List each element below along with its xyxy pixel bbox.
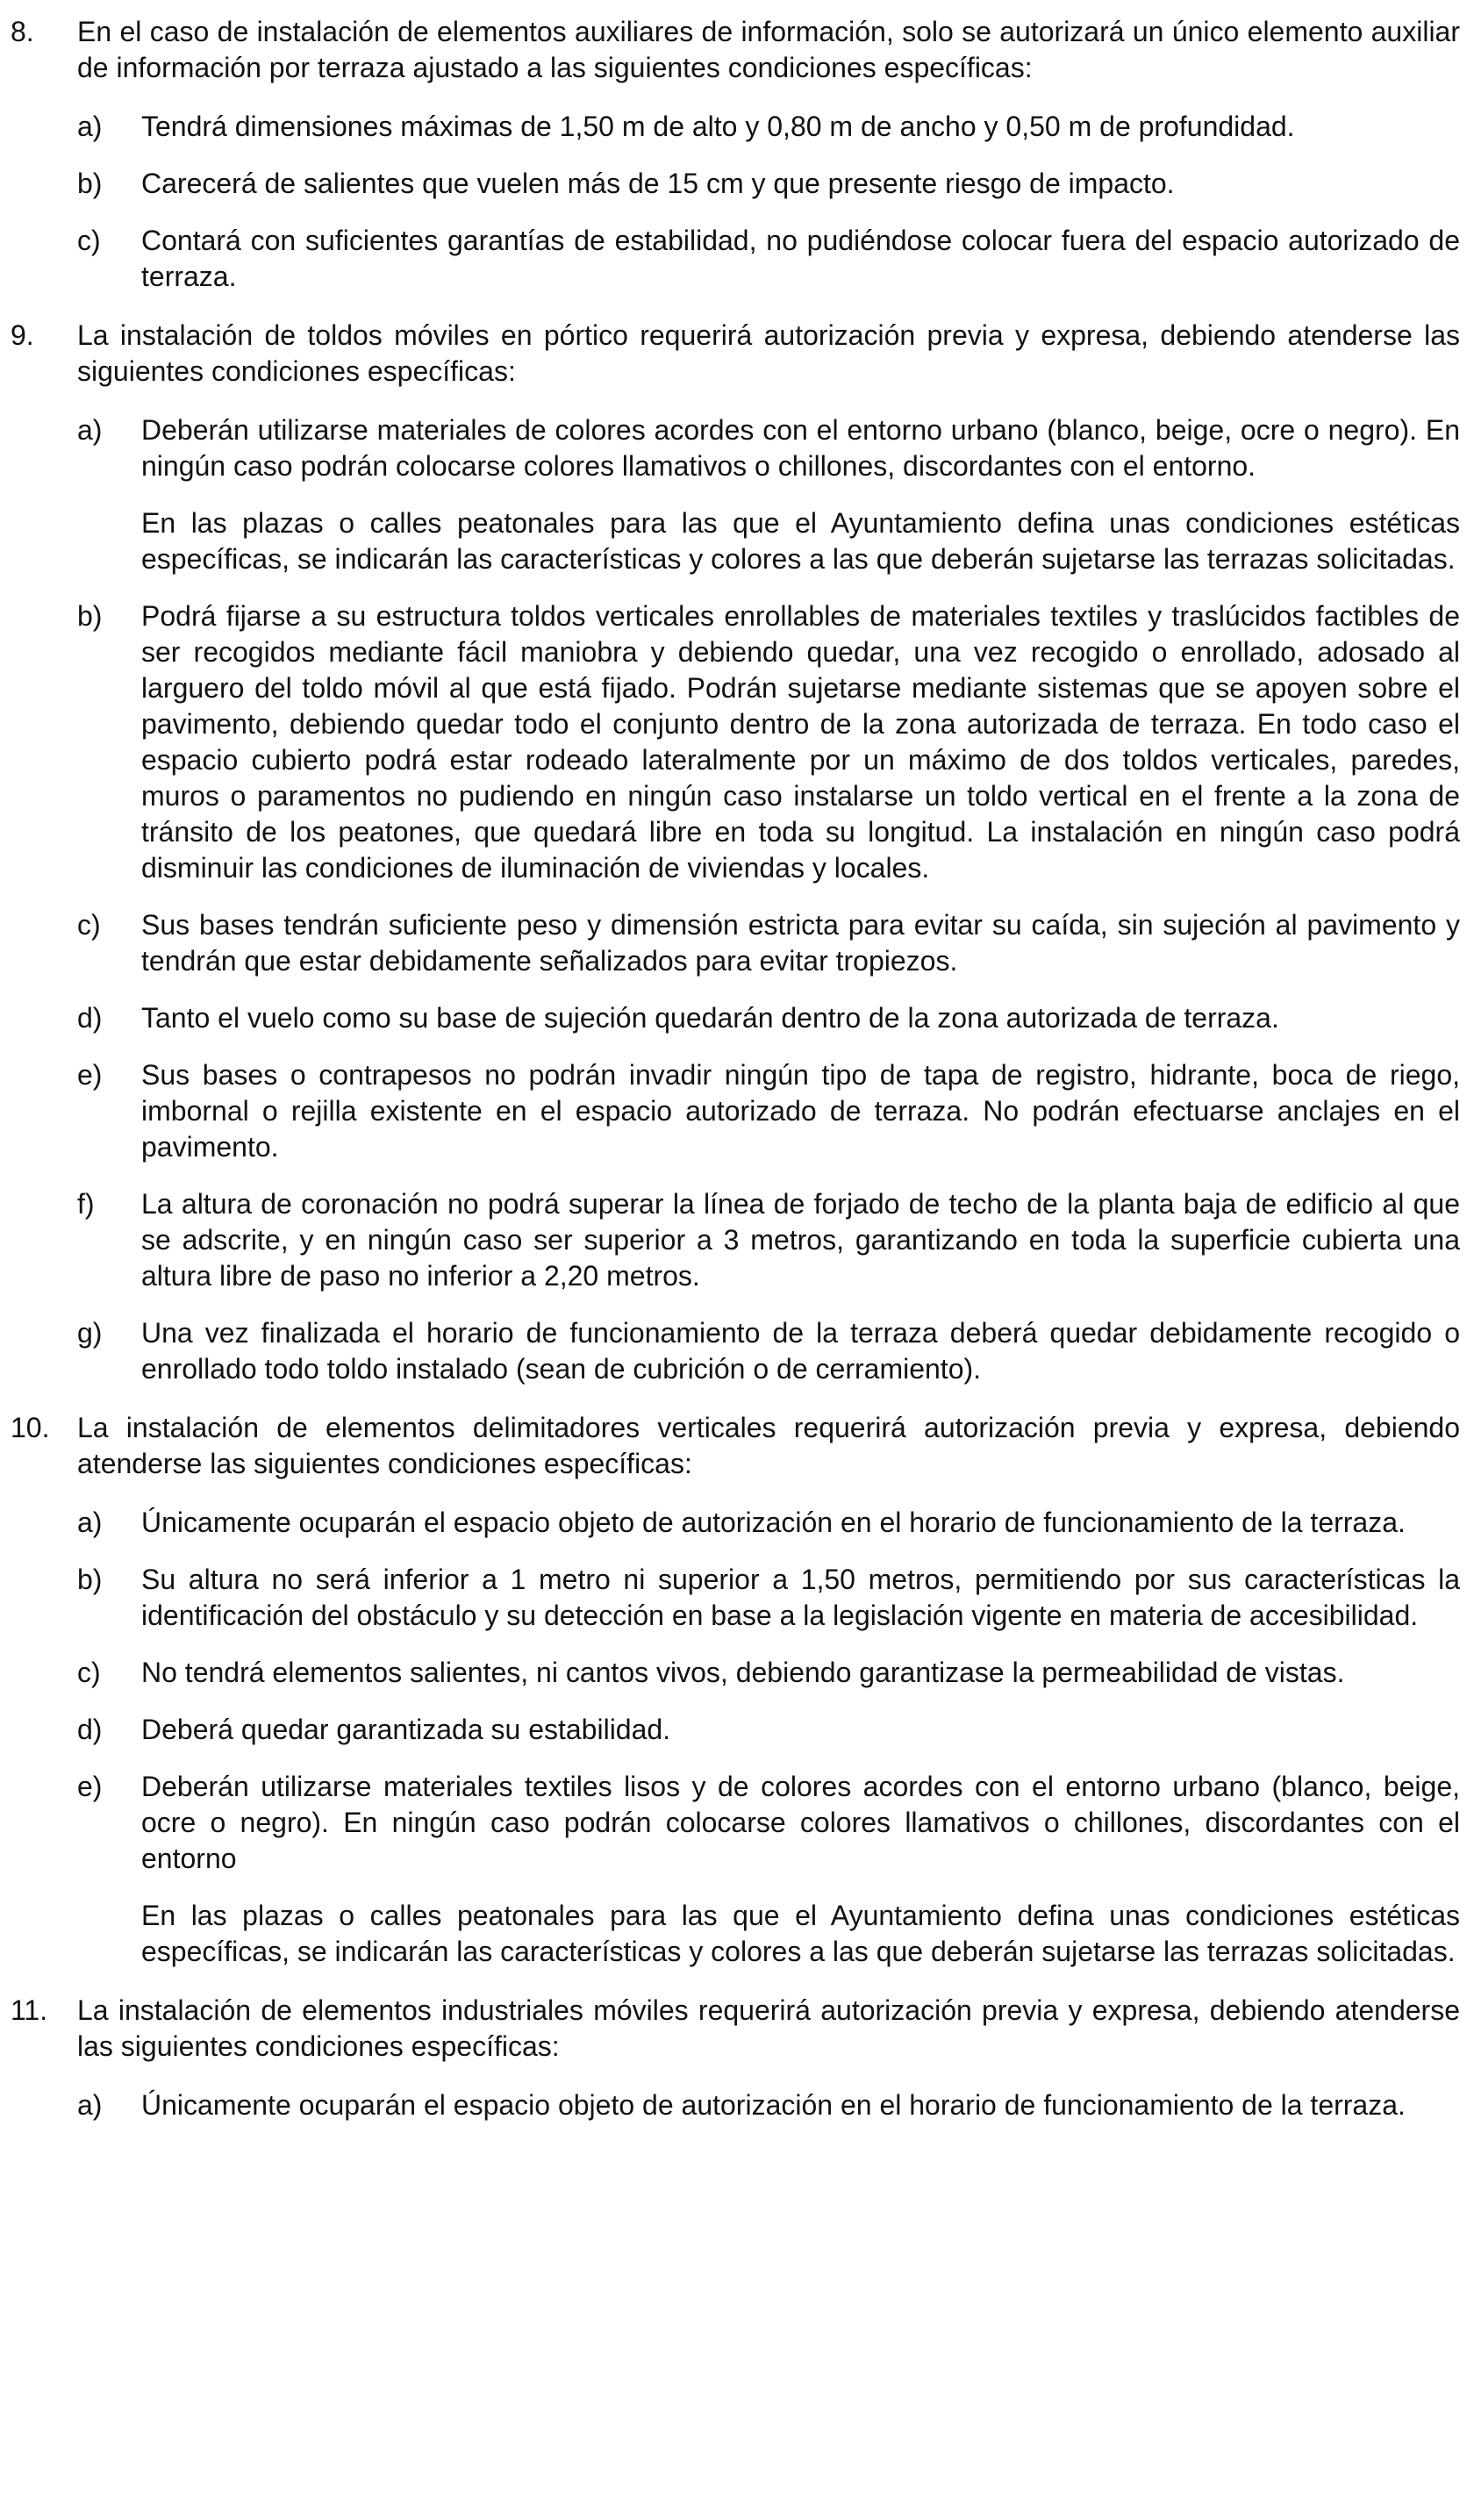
sub-item-letter: g) xyxy=(77,1317,103,1349)
sublist xyxy=(0,109,1460,295)
sub-item-text: Podrá fijarse a su estructura toldos verticales enrollables de materiales textiles y traslúcidos factibles de ser recogidos mediante fácil maniobra y debiendo quedar, una vez recogido o enrollado, adosado al larguero del toldo móvil al que está fijado. Podrán sujetarse mediante sistemas que se apoyen sobre el pavimento, debiendo quedar todo el conjunto dentro de la zona autorizada de terraza. En todo caso el espacio cubierto podrá estar rodeado lateralmente por un máximo de dos toldos verticales, paredes, muros o paramentos no pudiendo en ningún caso instalarse un toldo vertical en el frente a la zona de tránsito de los peatones, que quedará libre en toda su longitud. La instalación en ningún caso podrá disminuir las condiciones de iluminación de viviendas y locales. xyxy=(141,600,1460,884)
item-number: 11. xyxy=(11,1994,48,2026)
sub-item-text: Carecerá de salientes que vuelen más de 15 cm y que presente riesgo de impacto. xyxy=(141,168,1175,199)
list-item xyxy=(0,1410,1460,1482)
sub-item-letter: b) xyxy=(77,600,103,632)
list-item xyxy=(0,1993,1460,2065)
sublist xyxy=(0,2087,1460,2123)
sub-item-letter: c) xyxy=(77,1657,101,1688)
sub-item-text: Únicamente ocuparán el espacio objeto de autorización en el horario de funcionamiento de la terraza. xyxy=(141,2089,1406,2121)
item-number: 10. xyxy=(11,1412,50,1443)
sub-item xyxy=(0,109,1460,145)
sub-item-text: En las plazas o calles peatonales para las que el Ayuntamiento defina unas condiciones estéticas específicas, se indicarán las características y colores a las que deberán sujetarse las terrazas solicitadas. xyxy=(141,507,1460,575)
sub-item-letter: e) xyxy=(77,1771,103,1802)
sub-item-letter: d) xyxy=(77,1002,103,1034)
sub-item-letter: d) xyxy=(77,1714,103,1745)
sub-item-letter: f) xyxy=(77,1188,95,1220)
sub-item-letter: a) xyxy=(77,2089,103,2121)
list-item xyxy=(0,318,1460,390)
sub-item xyxy=(0,1562,1460,1634)
sub-item-text: Únicamente ocuparán el espacio objeto de autorización en el horario de funcionamiento de la terraza. xyxy=(141,1507,1406,1538)
item-number: 8. xyxy=(11,16,34,47)
sub-item-letter: a) xyxy=(77,1507,103,1538)
sub-item xyxy=(0,223,1460,295)
sub-item-letter: e) xyxy=(77,1059,103,1091)
sub-item xyxy=(0,1057,1460,1165)
sub-item xyxy=(0,166,1460,202)
sub-item xyxy=(0,2087,1460,2123)
sub-item xyxy=(0,1000,1460,1036)
sub-item xyxy=(0,1769,1460,1970)
sub-item xyxy=(0,598,1460,886)
sub-item xyxy=(0,1712,1460,1748)
sub-item xyxy=(0,1186,1460,1294)
sub-item-text: Deberán utilizarse materiales textiles lisos y de colores acordes con el entorno urbano (blanco, beige, ocre o negro). En ningún caso podrán colocarse colores llamativos o chillones, discordantes con el entorno xyxy=(141,1771,1460,1874)
sub-item xyxy=(0,412,1460,577)
sub-item xyxy=(0,1315,1460,1387)
sub-item-text: Deberán utilizarse materiales de colores acordes con el entorno urbano (blanco, beige, ocre o negro). En ningún caso podrán colocarse colores llamativos o chillones, discordantes con el entorno. xyxy=(141,414,1460,482)
sub-item xyxy=(0,1505,1460,1541)
sublist xyxy=(0,412,1460,1387)
sub-item-text: Su altura no será inferior a 1 metro ni superior a 1,50 metros, permitiendo por sus características la identificación del obstáculo y su detección en base a la legislación vigente en materia de accesibilidad. xyxy=(141,1564,1460,1631)
item-number: 9. xyxy=(11,319,34,351)
item-text: La instalación de elementos industriales móviles requerirá autorización previa y expresa, debiendo atenderse las siguientes condiciones específicas: xyxy=(77,1994,1460,2062)
sub-item-letter: c) xyxy=(77,225,101,256)
sub-item xyxy=(0,907,1460,979)
sublist xyxy=(0,1505,1460,1970)
item-text: La instalación de elementos delimitadores verticales requerirá autorización previa y expresa, debiendo atenderse las siguientes condiciones específicas: xyxy=(77,1412,1460,1479)
sub-item-letter: c) xyxy=(77,909,101,941)
sub-item-text: Tanto el vuelo como su base de sujeción quedarán dentro de la zona autorizada de terraza. xyxy=(141,1002,1279,1034)
item-text: La instalación de toldos móviles en pórtico requerirá autorización previa y expresa, debiendo atenderse las siguientes condiciones específicas: xyxy=(77,319,1460,387)
list-item xyxy=(0,14,1460,86)
sub-item-text: La altura de coronación no podrá superar la línea de forjado de techo de la planta baja de edificio al que se adscrite, y en ningún caso ser superior a 3 metros, garantizando en toda la superficie cubierta una altura libre de paso no inferior a 2,20 metros. xyxy=(141,1188,1460,1292)
item-text: En el caso de instalación de elementos auxiliares de información, solo se autorizará un único elemento auxiliar de información por terraza ajustado a las siguientes condiciones específicas: xyxy=(77,16,1460,83)
sub-item-text: Una vez finalizada el horario de funcionamiento de la terraza deberá quedar debidamente recogido o enrollado todo toldo instalado (sean de cubrición o de cerramiento). xyxy=(141,1317,1460,1385)
sub-item xyxy=(0,1655,1460,1691)
sub-item-text: Tendrá dimensiones máximas de 1,50 m de alto y 0,80 m de ancho y 0,50 m de profundidad. xyxy=(141,111,1295,142)
sub-item-text: Deberá quedar garantizada su estabilidad. xyxy=(141,1714,671,1745)
sub-item-letter: a) xyxy=(77,111,103,142)
sub-item-text: No tendrá elementos salientes, ni cantos vivos, debiendo garantizase la permeabilidad de vistas. xyxy=(141,1657,1345,1688)
sub-item-letter: a) xyxy=(77,414,103,446)
sub-item-text: En las plazas o calles peatonales para las que el Ayuntamiento defina unas condiciones estéticas específicas, se indicarán las características y colores a las que deberán sujetarse las terrazas solicitadas. xyxy=(141,1900,1460,1967)
sub-item-text: Sus bases o contrapesos no podrán invadir ningún tipo de tapa de registro, hidrante, boca de riego, imbornal o rejilla existente en el espacio autorizado de terraza. No podrán efectuarse anclajes en el pavimento. xyxy=(141,1059,1460,1163)
sub-item-letter: b) xyxy=(77,1564,103,1595)
sub-item-letter: b) xyxy=(77,168,103,199)
sub-item-text: Contará con suficientes garantías de estabilidad, no pudiéndose colocar fuera del espacio autorizado de terraza. xyxy=(141,225,1460,292)
sub-item-text: Sus bases tendrán suficiente peso y dimensión estricta para evitar su caída, sin sujeción al pavimento y tendrán que estar debidamente señalizados para evitar tropiezos. xyxy=(141,909,1460,977)
